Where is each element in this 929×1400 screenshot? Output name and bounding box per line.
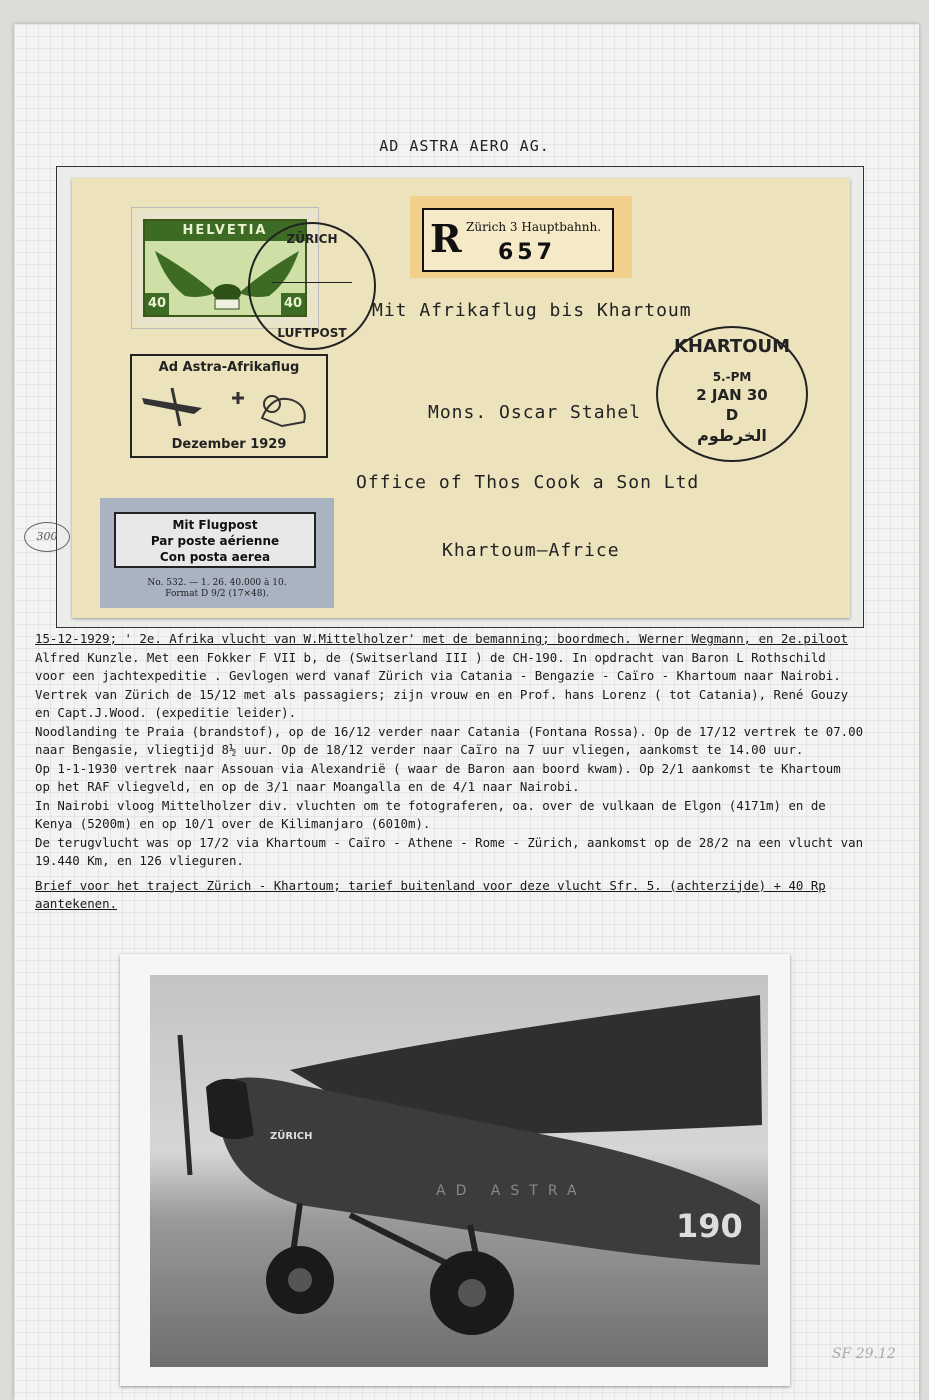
address-line-1: Mons. Oscar Stahel <box>428 402 642 423</box>
nose-text: ZÜRICH <box>270 1131 313 1142</box>
tail-number: 190 <box>676 1207 743 1245</box>
stamp-value-right: 40 <box>281 293 305 315</box>
cover-envelope <box>72 178 850 618</box>
route-line: Mit Afrikaflug bis Khartoum <box>372 300 692 321</box>
aircraft-photo <box>150 975 768 1367</box>
description-line: Vertrek van Zürich de 15/12 met als passagiers; zijn vrouw en en Prof. hans Lorenz ( tot Catania), René Gouzy <box>35 686 849 702</box>
description-text <box>35 630 925 914</box>
fokker-aircraft-icon <box>150 975 768 1367</box>
stamp-value-left: 40 <box>145 293 169 315</box>
description-line: Noodlanding te Praia (brandstof), op de 16/12 verder naar Catania (Fontana Rossa). Op de 17/12 vertrek te 07.00 <box>35 723 864 739</box>
pencil-corner-note: SF 29.12 <box>832 1346 896 1362</box>
pencil-note: 300 <box>24 522 70 552</box>
description-line: Kenya (5200m) en op 10/1 over de Kilimanjaro (6010m). <box>35 816 431 831</box>
khartoum-postmark: KHARTOUM 5.-PM 2 JAN 30 D الخرطوم <box>656 326 808 462</box>
description-line: 19.440 Km, en 126 vlieguren. <box>35 853 244 868</box>
address-line-2: Office of Thos Cook a Son Ltd <box>356 472 700 493</box>
page-title: AD ASTRA AERO AG. <box>379 137 550 155</box>
description-line: De terugvlucht was op 17/2 via Khartoum - Caïro - Athene - Rome - Zürich, aankomst op de 28/2 na een vlucht van <box>35 834 864 850</box>
description-line: In Nairobi vloog Mittelholzer div. vluchten om te fotograferen, oa. over de vulkaan de Elgon (4171m) en de <box>35 797 826 813</box>
description-line: naar Bengasie, vliegtijd 8½ uur. Op de 18/12 verder naar Caïro na 7 uur vliegen, aankomst te 14.00 uur. <box>35 742 804 757</box>
description-line: en Capt.J.Wood. (expeditie leider). <box>35 705 297 720</box>
zurich-postmark: ZÜRICH LUFTPOST <box>248 222 376 350</box>
airmail-label: Mit Flugpost Par poste aérienne Con posta aerea No. 532. — 1. 26. 40.000 à 10. Format D 9/2 (17×48). <box>100 498 334 608</box>
flight-cachet: Ad Astra-Afrikaflug Dezember 1929 <box>130 354 328 458</box>
registration-label: R Zürich 3 Hauptbahnh. 657 <box>410 196 632 278</box>
description-line: Alfred Kunzle. Met een Fokker F VII b, de (Switserland III ) de CH-190. In opdracht van Baron L Rothschild <box>35 649 826 665</box>
stamp-country: HELVETIA <box>145 221 305 241</box>
description-line: Brief voor het traject Zürich - Khartoum; tarief buitenland voor deze vlucht Sfr. 5. (achterzijde) + 40 Rp <box>35 877 826 893</box>
description-line: 15-12-1929; ' 2e. Afrika vlucht van W.Mittelholzer' met de bemanning; boordmech. Werner Wegmann, en 2e.piloot <box>35 631 849 646</box>
address-line-3: Khartoum—Africe <box>442 540 620 561</box>
fuselage-text: AD ASTRA <box>436 1183 587 1199</box>
description-line: voor een jachtexpeditie . Gevlogen werd vanaf Zürich via Catania - Bengazie - Caïro - Khartoum naar Nairobi. <box>35 668 841 683</box>
description-line: aantekenen. <box>35 896 118 911</box>
description-line: op het RAF vliegveld, en op de 3/1 naar Moangalla en de 4/1 naar Nairobi. <box>35 779 580 794</box>
airplane-lion-icon <box>132 378 322 434</box>
description-line: Op 1-1-1930 vertrek naar Assouan via Alexandrië ( waar de Baron aan boord kwam). Op 2/1 aankomst te Khartoum <box>35 760 841 776</box>
